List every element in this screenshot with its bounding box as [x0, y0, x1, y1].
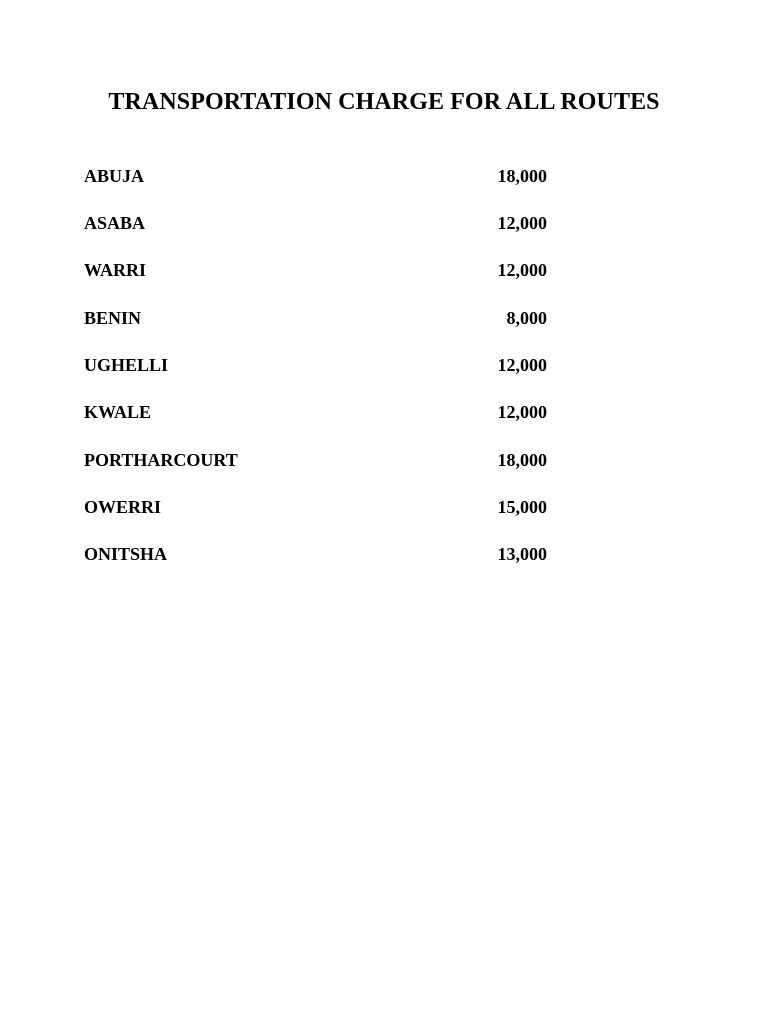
- route-name: PORTHARCOURT: [84, 450, 238, 470]
- route-row-asaba: [84, 212, 547, 235]
- route-row-owerri: [84, 496, 547, 519]
- route-price: 12,000: [497, 402, 547, 422]
- route-price: 18,000: [497, 450, 547, 470]
- route-name: ABUJA: [84, 166, 145, 186]
- route-price: 8,000: [506, 308, 547, 328]
- route-name: ONITSHA: [84, 544, 168, 564]
- route-row-onitsha: [84, 543, 547, 566]
- page-title: TRANSPORTATION CHARGE FOR ALL ROUTES: [108, 89, 660, 115]
- route-row-warri: [84, 259, 547, 282]
- route-row-kwale: [84, 401, 547, 424]
- route-name: BENIN: [84, 308, 142, 328]
- route-price: 13,000: [497, 544, 547, 564]
- route-price: 15,000: [497, 497, 547, 517]
- route-name: KWALE: [84, 402, 152, 422]
- route-name: UGHELLI: [84, 355, 169, 375]
- route-price: 12,000: [497, 260, 547, 280]
- route-row-benin: [84, 307, 547, 330]
- route-name: OWERRI: [84, 497, 162, 517]
- route-price: 12,000: [497, 355, 547, 375]
- route-name: ASABA: [84, 213, 146, 233]
- route-price: 12,000: [497, 213, 547, 233]
- route-name: WARRI: [84, 260, 147, 280]
- route-price: 18,000: [497, 166, 547, 186]
- route-row-portharcourt: [84, 449, 547, 472]
- route-row-abuja: [84, 165, 547, 188]
- route-row-ughelli: [84, 354, 547, 377]
